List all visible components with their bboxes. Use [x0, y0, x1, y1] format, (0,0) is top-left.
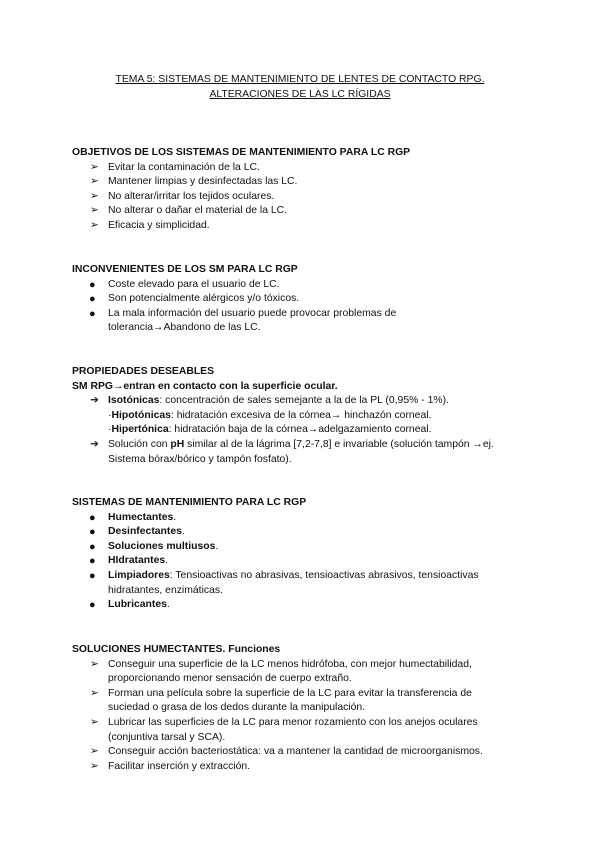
list-item	[72, 175, 542, 190]
list-item-text: La mala información del usuario puede provocar problemas de	[108, 307, 397, 319]
section-heading: SISTEMAS DE MANTENIMIENTO PARA LC RGP	[72, 497, 307, 508]
list-item	[72, 540, 542, 555]
isotonicas-line	[108, 394, 542, 409]
list-item	[72, 554, 542, 569]
list-item-text: Eficacia y simplicidad.	[108, 219, 210, 231]
text: similar al de la lágrima [7,2-7,8] e invariable (solución tampón →ej.	[184, 438, 494, 450]
section-objetivos	[72, 146, 542, 234]
list-item-text: tolerancia→Abandono de las LC.	[108, 322, 261, 334]
middle-dot: ·	[108, 424, 112, 436]
arrowhead-bullet-icon: ➢	[90, 176, 99, 188]
term: Isotónicas	[108, 395, 160, 407]
list-item-text: Desinfectantes	[108, 526, 182, 538]
arrow-bullet-icon: ➔	[90, 395, 99, 407]
list-item	[72, 219, 542, 234]
title-line-1: TEMA 5: SISTEMAS DE MANTENIMIENTO DE LENTES DE CONTACTO RPG.	[115, 74, 485, 85]
section-inconvenientes	[72, 263, 542, 336]
list-item	[72, 525, 542, 540]
definition: : hidratación baja de la córnea→adelgazamiento corneal.	[168, 424, 432, 436]
definition: : Tensioactivas no abrasivas, tensioactivas abrasivos, tensioactivas	[169, 569, 479, 581]
limpiadores-line-2: hidratantes, enzimáticas.	[108, 584, 223, 596]
arrowhead-bullet-icon: ➢	[90, 687, 99, 699]
arrowhead-bullet-icon: ➢	[90, 716, 99, 728]
arrowhead-bullet-icon: ➢	[90, 658, 99, 670]
list-item-text: No alterar o dañar el material de la LC.	[108, 205, 288, 217]
section-humectantes	[72, 643, 542, 774]
list-item	[72, 687, 542, 716]
list-item-text: Lubricantes	[108, 599, 167, 611]
period: .	[166, 599, 170, 611]
definition: : concentración de sales semejante a la de la PL (0,95% - 1%).	[159, 395, 449, 407]
list-item	[72, 161, 542, 176]
circle-bullet-icon: ●	[89, 555, 96, 568]
sistemas-list	[72, 511, 542, 613]
document-title	[0, 73, 600, 102]
humectantes-list	[72, 658, 542, 775]
list-item-text: Evitar la contaminación de la LC.	[108, 161, 260, 173]
list-item	[72, 190, 542, 205]
term: pH	[170, 438, 185, 450]
arrowhead-bullet-icon: ➢	[90, 219, 99, 231]
list-item	[72, 760, 542, 775]
circle-bullet-icon: ●	[89, 526, 96, 539]
list-item	[72, 394, 542, 438]
circle-bullet-icon: ●	[89, 540, 96, 553]
period: .	[181, 526, 185, 538]
list-item	[72, 204, 542, 219]
section-subheading: SM RPG→entran en contacto con la superficie ocular.	[72, 380, 338, 392]
arrowhead-bullet-icon: ➢	[90, 760, 99, 772]
list-item	[72, 569, 542, 598]
list-item	[72, 658, 542, 687]
hipertonica-line	[108, 423, 542, 438]
period: .	[165, 555, 169, 567]
arrowhead-bullet-icon: ➢	[90, 746, 99, 758]
section-heading: PROPIEDADES DESEABLES	[72, 366, 215, 377]
list-item-text: Mantener limpias y desinfectadas las LC.	[108, 176, 298, 188]
list-item-text: proporcionando menor sensación de cuerpo extraño.	[108, 673, 352, 685]
arrowhead-bullet-icon: ➢	[90, 190, 99, 202]
list-item-text: Coste elevado para el usuario de LC.	[108, 278, 280, 290]
objetivos-list	[72, 161, 542, 234]
list-item	[72, 307, 542, 336]
circle-bullet-icon: ●	[89, 569, 96, 582]
circle-bullet-icon: ●	[89, 511, 96, 524]
term: Limpiadores	[108, 569, 170, 581]
circle-bullet-icon: ●	[89, 599, 96, 612]
definition: : hidratación excesiva de la córnea→ hinchazón corneal.	[170, 409, 432, 421]
text: Solución con	[108, 438, 171, 450]
list-item-text: Forman una película sobre la superficie de la LC para evitar la transferencia de	[108, 687, 472, 699]
section-heading: INCONVENIENTES DE LOS SM PARA LC RGP	[72, 264, 298, 275]
list-item-text: Son potencialmente alérgicos y/o tóxicos.	[108, 293, 300, 305]
list-item-text: Conseguir acción bacteriostática: va a mantener la cantidad de microorganismos.	[108, 746, 483, 758]
middle-dot: ·	[108, 409, 112, 421]
list-item-text: Lubricar las superficies de la LC para menor rozamiento con los anejos oculares	[108, 716, 478, 728]
term: Hipotónicas	[111, 409, 171, 421]
list-item	[72, 292, 542, 307]
arrow-bullet-icon: ➔	[90, 438, 99, 450]
term: Hipertónica	[111, 424, 169, 436]
list-item-text: Facilitar inserción y extracción.	[108, 760, 251, 772]
propiedades-list	[72, 394, 542, 467]
section-propiedades	[72, 365, 542, 467]
hipotonicas-line	[108, 409, 542, 424]
list-item-text: Soluciones multiusos	[108, 540, 216, 552]
list-item-text: (conjuntiva tarsal y SCA).	[108, 731, 226, 743]
list-item-text: Conseguir una superficie de la LC menos hidrófoba, con mejor humectabilidad,	[108, 658, 472, 670]
list-item	[72, 278, 542, 293]
list-item	[72, 716, 542, 745]
circle-bullet-icon: ●	[89, 278, 96, 291]
ph-line	[108, 438, 542, 453]
circle-bullet-icon: ●	[89, 293, 96, 306]
inconvenientes-list	[72, 278, 542, 336]
list-item	[72, 745, 542, 760]
limpiadores-line	[108, 569, 542, 584]
circle-bullet-icon: ●	[89, 307, 96, 320]
title-line-2: ALTERACIONES DE LAS LC RÍGIDAS	[209, 88, 391, 100]
ph-line-2: Sistema bórax/bórico y tampón fosfato).	[108, 453, 292, 465]
arrowhead-bullet-icon: ➢	[90, 161, 99, 173]
period: .	[173, 511, 177, 523]
list-item-text: No alterar/irritar los tejidos oculares.	[108, 190, 275, 202]
section-heading: SOLUCIONES HUMECTANTES. Funciones	[72, 644, 281, 655]
section-heading: OBJETIVOS DE LOS SISTEMAS DE MANTENIMIENTO PARA LC RGP	[72, 147, 411, 158]
list-item	[72, 438, 542, 467]
section-sistemas	[72, 496, 542, 613]
list-item-text: suciedad o grasa de los dedos durante la manipulación.	[108, 702, 366, 714]
list-item	[72, 511, 542, 526]
list-item	[72, 598, 542, 613]
period: .	[215, 540, 219, 552]
list-item-text: Humectantes	[108, 511, 174, 523]
list-item-text: HIdratantes	[108, 555, 166, 567]
arrowhead-bullet-icon: ➢	[90, 205, 99, 217]
